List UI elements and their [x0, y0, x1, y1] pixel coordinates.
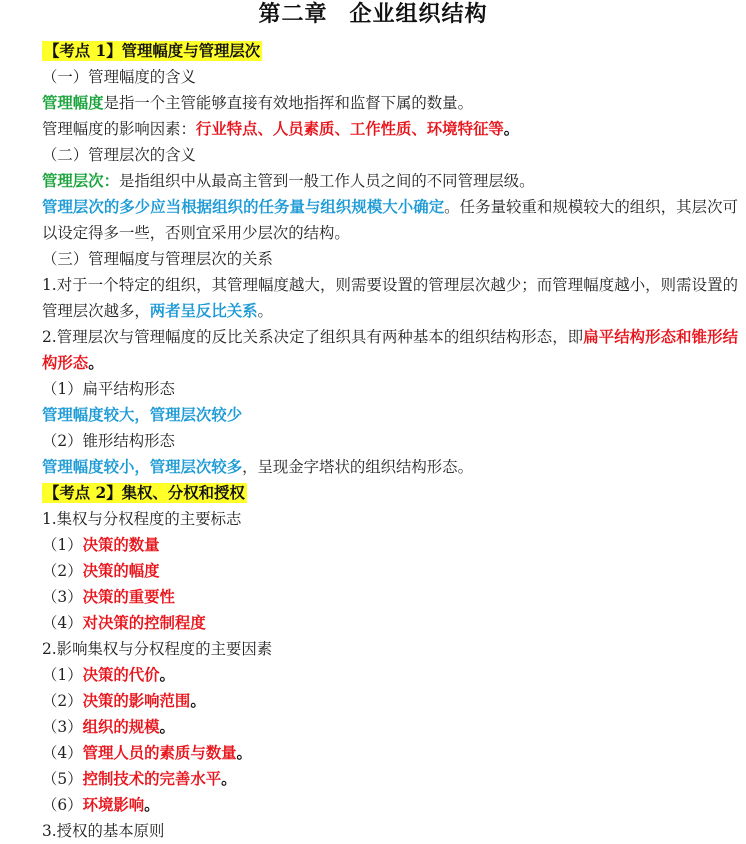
- list-item: [42, 792, 738, 818]
- subheading-relationship: （三）管理幅度与管理层次的关系: [42, 250, 273, 268]
- cutoff-heading: 3.授权的基本原则: [42, 822, 165, 840]
- list-item-text: 决策的代价: [82, 666, 160, 684]
- list-item: [42, 558, 738, 584]
- chapter-name: 企业组织结构: [349, 1, 488, 27]
- list-item-text: 决策的幅度: [82, 562, 160, 580]
- list-item-end: 。: [190, 692, 206, 710]
- flat-structure-desc: 管理幅度较大，管理层次较少: [42, 406, 243, 424]
- list-item-text: 环境影响: [82, 796, 145, 814]
- list-item-number: （1）: [42, 666, 83, 684]
- list-item: [42, 532, 738, 558]
- content-body: [42, 38, 738, 840]
- list-item-end: 。: [144, 796, 160, 814]
- list-item-text: 决策的数量: [82, 536, 160, 554]
- cone-structure-desc: 管理幅度较小，管理层次较多，呈现金字塔状的组织结构形态。: [42, 458, 473, 476]
- flat-structure-label: （1）扁平结构形态: [42, 380, 175, 398]
- list-item-text: 管理人员的素质与数量: [82, 744, 237, 762]
- list-item: [42, 766, 738, 792]
- relationship-point-1: 1.对于一个特定的组织，其管理幅度越大，则需要设置的管理层次越少；而管理幅度越小，则需设置的管理层次越多，两者呈反比关系。: [42, 276, 738, 320]
- relationship-point-2: 2.管理层次与管理幅度的反比关系决定了组织具有两种基本的组织结构形态，即扁平结构形态和锥形结构形态。: [42, 328, 738, 372]
- section-heading-1: 【考点 1】管理幅度与管理层次: [44, 42, 261, 60]
- list-item-end: 。: [236, 744, 252, 762]
- list-item-number: （2）: [42, 562, 83, 580]
- list-item-text: 对决策的控制程度: [82, 614, 206, 632]
- list2-title: 2.影响集权与分权程度的主要因素: [42, 640, 273, 658]
- section-heading-2: 【考点 2】集权、分权和授权: [44, 484, 245, 502]
- span-definition: 管理幅度是指一个主管能够直接有效地指挥和监督下属的数量。: [42, 94, 473, 112]
- list-item-end: 。: [221, 770, 237, 788]
- list-item-number: （3）: [42, 588, 83, 606]
- list-item: [42, 610, 738, 636]
- list-item-number: （5）: [42, 770, 83, 788]
- list-item-number: （1）: [42, 536, 83, 554]
- list-item: [42, 714, 738, 740]
- list-item: [42, 740, 738, 766]
- list-item-number: （4）: [42, 614, 83, 632]
- list-item-number: （3）: [42, 718, 83, 736]
- subheading-span-meaning: （一）管理幅度的含义: [42, 68, 196, 86]
- list-item: [42, 584, 738, 610]
- centralization-factors-list: [42, 662, 738, 818]
- list-item: [42, 688, 738, 714]
- level-definition: 管理层次：是指组织中从最高主管到一般工作人员之间的不同管理层级。: [42, 172, 535, 190]
- centralization-indicators-list: [42, 532, 738, 636]
- chapter-title: [0, 0, 746, 30]
- span-factors: 管理幅度的影响因素：行业特点、人员素质、工作性质、环境特征等。: [42, 120, 520, 138]
- list-item-text: 决策的影响范围: [82, 692, 191, 710]
- level-decision-paragraph: 管理层次的多少应当根据组织的任务量与组织规模大小确定。任务量较重和规模较大的组织，其层次可以设定得多一些，否则宜采用少层次的结构。: [42, 198, 738, 242]
- subheading-level-meaning: （二）管理层次的含义: [42, 146, 196, 164]
- list-item-number: （4）: [42, 744, 83, 762]
- list-item: [42, 662, 738, 688]
- list-item-text: 组织的规模: [82, 718, 160, 736]
- cone-structure-label: （2）锥形结构形态: [42, 432, 175, 450]
- list-item-text: 决策的重要性: [82, 588, 175, 606]
- list-item-number: （2）: [42, 692, 83, 710]
- list-item-number: （6）: [42, 796, 83, 814]
- chapter-number: 第二章: [258, 1, 328, 27]
- list-item-end: 。: [159, 666, 175, 684]
- list-item-end: 。: [159, 718, 175, 736]
- list-item-text: 控制技术的完善水平: [82, 770, 222, 788]
- list1-title: 1.集权与分权程度的主要标志: [42, 510, 242, 528]
